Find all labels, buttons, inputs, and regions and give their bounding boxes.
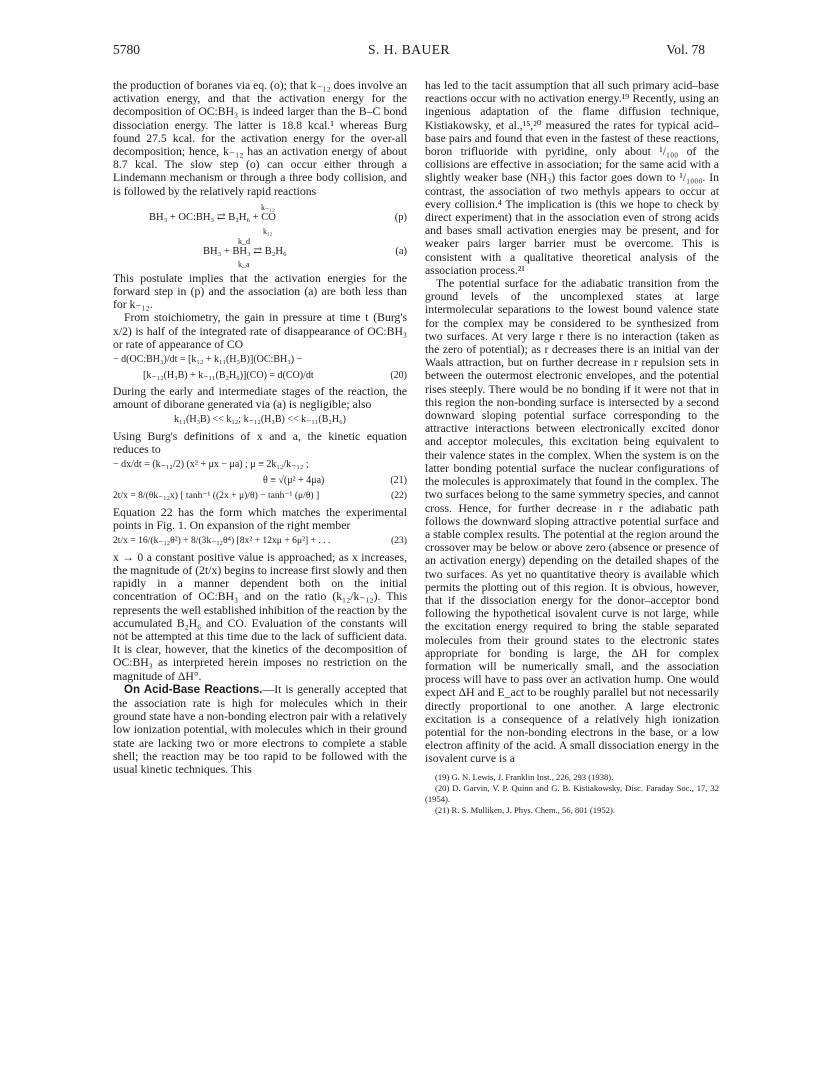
rate-constant-label: k_a	[238, 259, 250, 269]
paragraph: The potential surface for the adiabatic transition from the ground levels of the uncomplexed states at large intermolecular separations to the lowest bound valence state for the complex may be considered to be synthesized from two surfaces. At very large r there is no interaction (taken as the zero of potential); as r decreases there is an initial van der Waals attraction, but on further decrease in r repulsion sets in between the outermost electronic envelopes, and the potential rises steeply. There would be no bonding if it were not that in this region the non-bonding surface is intersected by a second downward sloping potential surface corresponding to the attractive interactions between electronically excited donor and acceptor molecules, this excitation being equivalent to their valence states in the complex. When the system is on the latter bonding potential surface the nuclear configurations of the molecules is approximately that found in the complex. The two surfaces belong to the same symmetry species, and cannot cross. Hence, for further decrease in r the adiabatic path follows the downward sloping attractive potential surface and a stable complex results. The potential at the region around the crossover may be below or above zero (absence or presence of an activation energy) depending on the detailed shapes of the two surfaces. As yet no quantitative theory is available which permits the plotting out of this region. It is obvious, however, that if the dissociation energy for the donor–acceptor bond following the hypothetical isovalent curve is not large, while the excitation energy required to bring the stable separated molecules from their ground states to the electronic states appropriate for bonding is large, the ΔH for complex formation will be numerically small, and the association process will have to pass over an activation hump. One would expect ΔH and E_act to be roughly parallel but not necessarily directly proportional to one another. A large electronic excitation is a consequence of a relatively high ionization potential for the non-bonding electrons in the base, or a low electron affinity of the acid. A small dissociation energy in the isovalent curve is a	[425, 277, 719, 766]
equation-text: − dx/dt = (k₋₁₂/2) (x² + μx − μa) ; μ ≡ 2k₁₂/k₋₁₂ ;	[113, 459, 309, 471]
equation-number: (21)	[390, 474, 407, 486]
equation-20b	[113, 370, 407, 383]
paragraph: Using Burg's definitions of x and a, the kinetic equation reduces to	[113, 429, 407, 457]
equation-text: [k₋₁₂(H₃B) + k₋₁₁(B₂H₆)](CO) = d(CO)/dt	[143, 369, 314, 381]
paragraph	[113, 683, 407, 776]
page-number: 5780	[113, 42, 140, 57]
running-title: S. H. BAUER	[367, 42, 450, 57]
paragraph: the production of boranes via eq. (o); that k₋₁₂ does involve an activation energy, and that the activation energy for the decomposition of OC:BH₃ is indeed larger than the B–C bond dissociation energy. The latter is 18.8 kcal.¹ whereas Burg found 27.5 kcal. for the activation energy for the over-all decomposition; hence, k₋₁₂ has an activation energy of about 8.7 kcal. The slow step (o) can occur either through a Lindemann mechanism or through a three body collision, and is followed by the relatively rapid reactions	[113, 79, 407, 198]
footnote: (21) R. S. Mulliken, J. Phys. Chem., 56, 801 (1952).	[435, 804, 615, 815]
equation-20a	[113, 354, 407, 367]
paragraph: During the early and intermediate stages of the reaction, the amount of diborane generated via (a) is negligible; also	[113, 385, 407, 412]
paragraph: From stoichiometry, the gain in pressure at time t (Burg's x/2) is half of the integrated rate of disappearance of OC:BH₃ or rate of appearance of CO	[113, 311, 407, 351]
equation-text: 2t/x = 16/(k₋₁₂θ²) + 8/(3k₋₁₂θ⁴) [8x² + 12xμ + 6μ²] + . . .	[113, 535, 331, 547]
volume-label: Vol. 78	[666, 42, 705, 57]
page-header	[113, 42, 705, 60]
equation-text: k₁₁(H₃B) << k₁₂; k₋₁₂(H₃B) << k₋₁₁(B₂H₆)	[174, 414, 346, 426]
equation-text: − d(OC:BH₃)/dt = [k₁₂ + k₁₁(H₃B)](OC:BH₃) −	[113, 354, 303, 366]
footnote: (20) D. Garvin, V. P. Quinn and G. B. Kistiakowsky, Disc. Faraday Soc., 17, 32 (1954).	[425, 782, 719, 804]
left-column	[113, 79, 407, 776]
equation-number: (23)	[391, 535, 407, 547]
rate-constant-label: k_d	[238, 236, 250, 246]
equation-23	[113, 535, 407, 548]
paragraph: x → 0 a constant positive value is approached; as x increases, the magnitude of (2t/x) begins to increase first slowly and then rapidly in a manner dependent both on the initial concentration of OC:BH₃ and on the ratio (k₁₂/k₋₁₂). This represents the well established inhibition of the reaction by the accumulated B₂H₆ and CO. Evaluation of the constants will not be attempted at this time due to the lack of sufficient data. It is clear, however, that the kinetics of the decomposition of OC:BH₃ as interpreted herein imposes no restriction on the magnitude of ΔH°.	[113, 550, 407, 683]
section-heading: On Acid-Base Reactions.	[124, 683, 263, 696]
rate-constant-label: k₁₂	[263, 226, 273, 236]
equation-text: 2t/x = 8/(θk₋₁₂x) [ tanh⁻¹ ((2x + μ)/θ) − tanh⁻¹ (μ/θ) ]	[113, 490, 320, 502]
equation-a	[113, 236, 407, 269]
paragraph: This postulate implies that the activation energies for the forward step in (p) and the association (a) are both less than for k₋₁₂.	[113, 271, 407, 312]
footnote: (19) G. N. Lewis, J. Franklin Inst., 226, 293 (1938).	[435, 771, 614, 782]
equation-number: (p)	[394, 211, 407, 223]
equation-text: θ ≡ √(μ² + 4μa)	[263, 474, 325, 486]
paragraph: has led to the tacit assumption that all such primary acid–base reactions occur with no activation energy.¹⁹ Recently, using an ingenious adaptation of the flame diffusion technique, Kistiakowsky, et al.,¹⁵,²⁰ measured the rates for typical acid–base pairs and found that even in the fastest of these reactions, boron trifluoride with pyridine, only about ¹/₁₀₀ of the collisions are effective in association; for the same acid with a slightly weaker base (NH₃) this factor goes down to ¹/₁₀₀₀. In contrast, the association of two methyls appears to occur at every collision.⁴ The implication is (this we hope to check by direct experiment) that in the association even of strong acids and bases small activation energies may be present, and for weaker pairs larger barrier must be overcome. This is consistent with a qualitative theoretical analysis of the association process.²¹	[425, 79, 719, 277]
paragraph: Equation 22 has the form which matches the experimental points in Fig. 1. On expansion of the right member	[113, 505, 407, 533]
equation-inequality	[113, 414, 407, 427]
equation-21b	[113, 475, 407, 488]
rate-constant-label: k₋₁₂	[261, 202, 275, 212]
equation-number: (a)	[395, 245, 407, 257]
equation-p	[113, 202, 407, 236]
equation-22	[113, 490, 407, 503]
equation-number: (22)	[391, 490, 407, 502]
right-column	[425, 79, 719, 816]
equation-number: (20)	[390, 369, 407, 381]
paragraph-text: —It is generally accepted that the association rate is high for molecules which in their ground state have a non-bonding electron pair with a relatively low ionization potential, with molecules which in their ground state are lacking two or more electrons to complete a stable shell; the reaction may be too rapid to be followed with the usual kinetic techniques. This	[113, 682, 407, 777]
equation-21a	[113, 459, 407, 472]
equation-text: BH₃ + OC:BH₃ ⇄ B₂H₆ + CO	[149, 211, 276, 223]
footnotes	[425, 772, 719, 816]
equation-text: BH₃ + BH₃ ⇄ B₂H₆	[203, 245, 287, 257]
